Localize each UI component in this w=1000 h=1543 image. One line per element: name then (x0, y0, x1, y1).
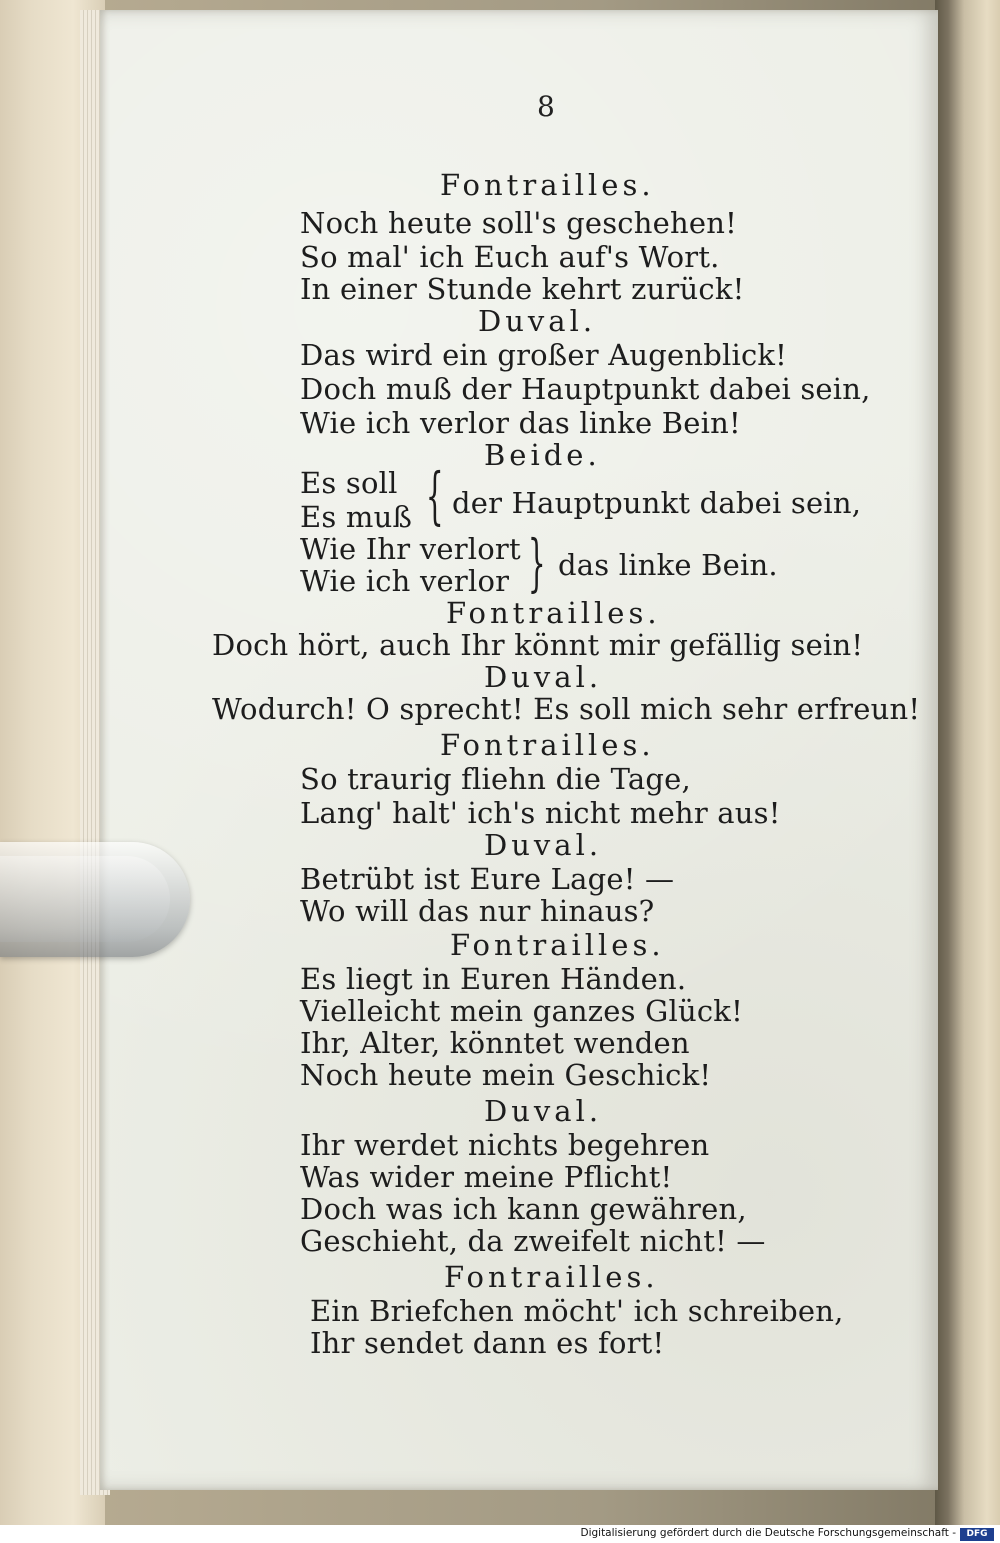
verse-fragment: Wie ich verlor (300, 564, 510, 598)
verse-line: Doch was ich kann gewähren, (300, 1192, 747, 1226)
verse-line: So traurig fliehn die Tage, (300, 762, 691, 796)
speaker-name: Fontrailles. (446, 596, 661, 630)
verse-fragment: der Hauptpunkt dabei sein, (452, 486, 862, 520)
verse-line: Doch hört, auch Ihr könnt mir gefällig sein! (212, 628, 864, 662)
speaker-name: Duval. (484, 660, 603, 694)
verse-line: Ihr werdet nichts begehren (300, 1128, 710, 1162)
curly-brace: { (425, 459, 444, 532)
speaker-name: Beide. (484, 438, 601, 472)
verse-line: Lang' halt' ich's nicht mehr aus! (300, 796, 781, 830)
verse-line: Ein Briefchen möcht' ich schreiben, (310, 1294, 844, 1328)
verse-line: Es liegt in Euren Händen. (300, 962, 687, 996)
verse-fragment: Es soll (300, 466, 398, 500)
verse-line: Noch heute soll's geschehen! (300, 206, 737, 240)
verse-line: In einer Stunde kehrt zurück! (300, 272, 745, 306)
verse-line: Betrübt ist Eure Lage! — (300, 862, 675, 896)
verse-line: So mal' ich Euch auf's Wort. (300, 240, 720, 274)
verse-line: Das wird ein großer Augenblick! (300, 338, 788, 372)
verse-line: Wodurch! O sprecht! Es soll mich sehr erfreun! (212, 692, 921, 726)
verse-line: Wie ich verlor das linke Bein! (300, 406, 741, 440)
verse-line: Ihr, Alter, könntet wenden (300, 1026, 690, 1060)
page-number: 8 (537, 90, 555, 123)
speaker-name: Duval. (484, 1094, 603, 1128)
verse-line: Doch muß der Hauptpunkt dabei sein, (300, 372, 871, 406)
verse-line: Geschieht, da zweifelt nicht! — (300, 1224, 766, 1258)
verse-line: Wo will das nur hinaus? (300, 894, 655, 928)
verse-fragment: Es muß (300, 500, 413, 534)
book-right-edge (935, 0, 1000, 1525)
book-page (100, 10, 938, 1490)
dfg-logo: DFG (960, 1528, 994, 1541)
speaker-name: Fontrailles. (440, 168, 655, 202)
verse-line: Was wider meine Pflicht! (300, 1160, 673, 1194)
funding-credit: Digitalisierung gefördert durch die Deutsche Forschungsgemeinschaft - (580, 1527, 956, 1539)
verse-line: Noch heute mein Geschick! (300, 1058, 712, 1092)
speaker-name: Fontrailles. (450, 928, 665, 962)
page-clip-highlight (0, 856, 170, 942)
verse-fragment: Wie Ihr verlort (300, 532, 521, 566)
speaker-name: Duval. (484, 828, 603, 862)
speaker-name: Fontrailles. (440, 728, 655, 762)
verse-line: Ihr sendet dann es fort! (310, 1326, 665, 1360)
verse-line: Vielleicht mein ganzes Glück! (300, 994, 743, 1028)
speaker-name: Fontrailles. (444, 1260, 659, 1294)
speaker-name: Duval. (478, 304, 597, 338)
verse-fragment: das linke Bein. (558, 548, 778, 582)
curly-brace: } (527, 526, 546, 599)
